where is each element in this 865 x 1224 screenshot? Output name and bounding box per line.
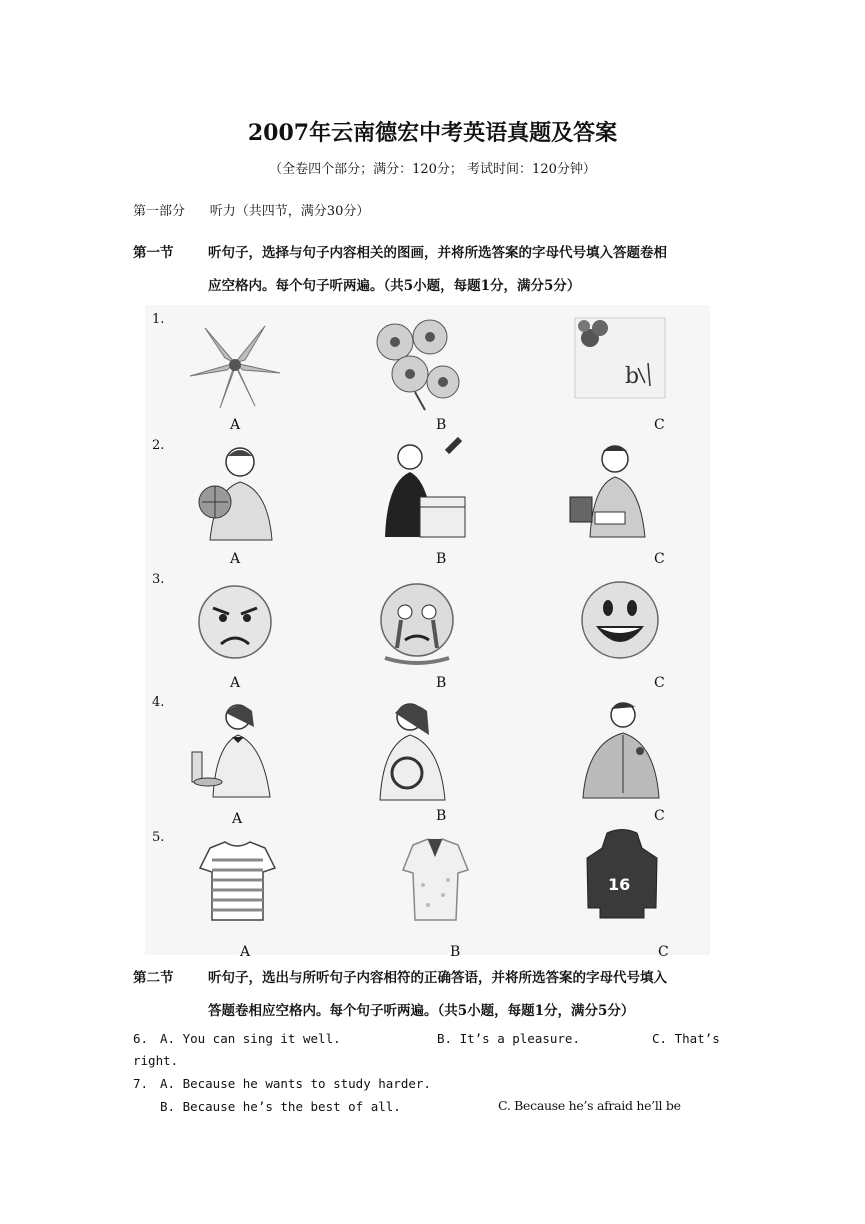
police-woman-icon (575, 693, 665, 803)
basketball-man-icon (190, 440, 280, 545)
question-number: 5. (152, 830, 165, 845)
hoodie-number: 16 (608, 875, 631, 894)
waitress-icon (188, 697, 278, 802)
option-label: C (654, 808, 665, 824)
option-label: A (230, 551, 241, 567)
svg-text:b: b (625, 364, 640, 389)
option-label: A (232, 811, 243, 827)
option-label: B (436, 808, 447, 824)
question-7-number: 7. (133, 1076, 149, 1091)
section-two-instruction-line2: 答题卷相应空格内。每个句子听两遍。（共5小题，每题1分，满分5分） (208, 1003, 635, 1019)
question-6-option-c-continued: right. (133, 1053, 179, 1068)
option-label: B (450, 944, 461, 960)
section-two-instruction-line1: 听句子，选出与所听句子内容相符的正确答语，并将所选答案的字母代号填入 (208, 970, 667, 986)
option-label: A (240, 944, 251, 960)
angry-face-icon (195, 580, 275, 665)
option-label: C (654, 551, 665, 567)
section-one-label: 第一节 (133, 245, 174, 261)
option-label: B (436, 417, 447, 433)
option-label: C (654, 675, 665, 691)
question-number: 1. (152, 312, 165, 327)
piano-man-icon (375, 437, 470, 542)
question-7-option-c: C. Because he’s afraid he’ll be (498, 1098, 681, 1113)
question-6-number: 6. (133, 1031, 149, 1046)
section-one-instruction-line2: 应空格内。每个句子听两遍。（共5小题，每题1分，满分5分） (208, 278, 581, 294)
reading-man-icon (565, 437, 655, 542)
option-label: A (230, 417, 241, 433)
part-one-heading: 第一部分 听力（共四节，满分30分） (133, 204, 370, 219)
smiling-face-icon (578, 578, 663, 663)
question-number: 3. (152, 572, 165, 587)
option-label: C (654, 417, 665, 433)
question-number: 2. (152, 438, 165, 453)
question-6-option-a: A. You can sing it well. (160, 1031, 341, 1046)
page-subtitle: （全卷四个部分；满分：120分； 考试时间：120分钟） (269, 162, 596, 177)
crying-face-icon (375, 578, 460, 666)
option-label: B (436, 551, 447, 567)
daisy-bouquet-icon (365, 312, 470, 412)
question-7-option-b: B. Because he’s the best of all. (160, 1099, 401, 1114)
blouse-icon (398, 835, 473, 925)
section-one-instruction-line1: 听句子，选择与句子内容相关的图画，并将所选答案的字母代号填入答题卷相 (208, 245, 667, 261)
option-label: C (658, 944, 669, 960)
option-label: B (436, 675, 447, 691)
hoodie-16-icon (582, 828, 662, 923)
question-7-option-a: A. Because he wants to study harder. (160, 1076, 431, 1091)
lily-flower-icon (185, 318, 285, 413)
question-6-option-b: B. It’s a pleasure. (437, 1031, 580, 1046)
option-label: A (230, 675, 241, 691)
striped-tshirt-icon (195, 840, 280, 925)
rose-card-icon (570, 308, 670, 403)
section-two-label: 第二节 (133, 970, 174, 986)
driver-woman-icon (365, 695, 460, 803)
question-6-option-c: C. That’s (652, 1031, 720, 1046)
question-number: 4. (152, 695, 165, 710)
page-title: 2007年云南德宏中考英语真题及答案 (247, 120, 618, 146)
